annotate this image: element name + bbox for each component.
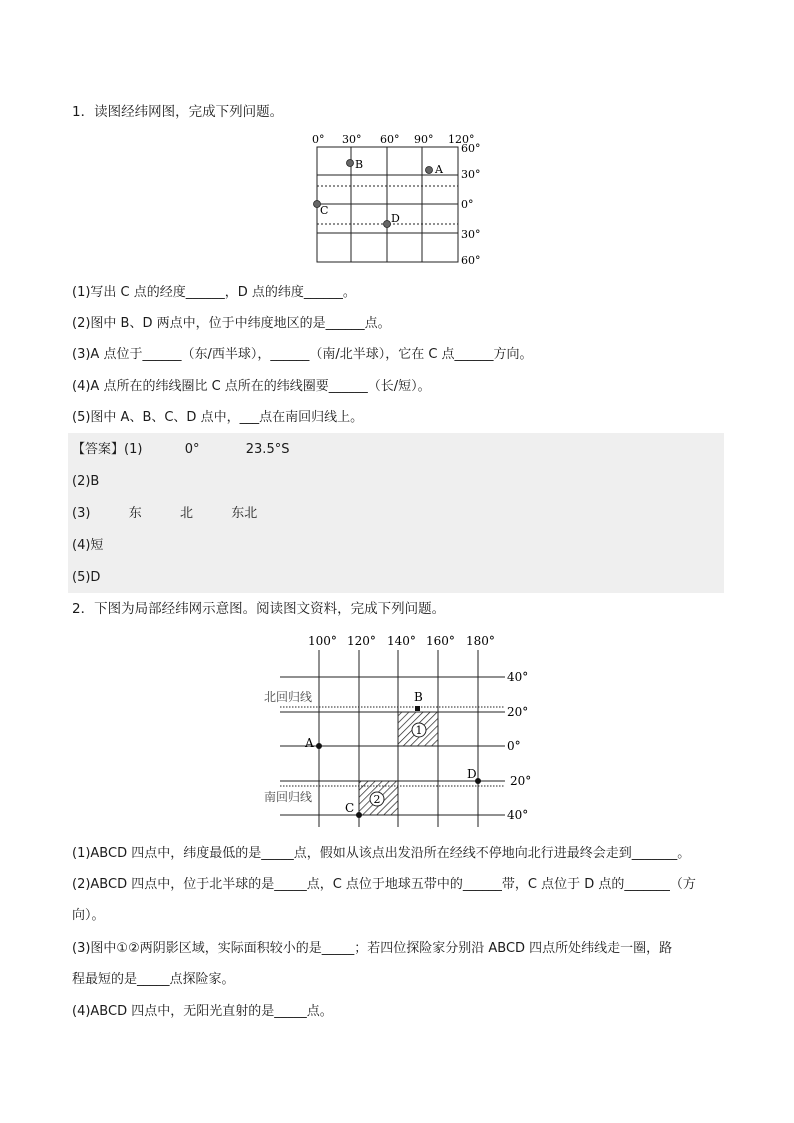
q2-lon-label: 180° xyxy=(466,634,495,648)
q2-sub-3-cont: 程最短的是_____点探险家。 xyxy=(72,972,235,987)
q2-point-d-label: D xyxy=(467,767,477,781)
answer-3-2: 北 xyxy=(180,506,194,521)
q1-point-c-label: C xyxy=(320,204,329,217)
q1-point-d-label: D xyxy=(391,212,400,225)
q2-lat-label: 40° xyxy=(507,808,529,822)
q1-lon-label: 0° xyxy=(312,133,325,146)
q1-sub-3: (3)A 点位于______（东/西半球），______（南/北半球），它在 C 点______方向。 xyxy=(72,347,533,362)
q2-tropic-south-label: 南回归线 xyxy=(264,790,313,804)
q2-point-b-label: B xyxy=(414,690,423,704)
q1-lon-label: 120° xyxy=(448,133,475,146)
q2-lon-label: 160° xyxy=(426,634,455,648)
q1-sub-2: (2)图中 B、D 两点中，位于中纬度地区的是______点。 xyxy=(72,316,391,331)
q2-sub-2: (2)ABCD 四点中，位于北半球的是_____点，C 点位于地球五带中的______带，C 点位于 D 点的_______（方 xyxy=(72,877,696,892)
question-1-title: 1．读图经纬网图，完成下列问题。 xyxy=(72,104,284,120)
q1-lat-label: 60° xyxy=(461,142,481,155)
q1-point-b-label: B xyxy=(355,158,364,171)
q1-lat-label: 60° xyxy=(461,254,481,267)
q2-lat-label: 40° xyxy=(507,670,529,684)
q2-sub-4: (4)ABCD 四点中，无阳光直射的是_____点。 xyxy=(72,1004,333,1019)
q2-lon-label: 120° xyxy=(347,634,376,648)
answer-line-1 xyxy=(72,442,289,458)
q2-point-a-label: A xyxy=(305,736,314,750)
q2-region-2-label: 2 xyxy=(373,793,381,806)
q1-point-a-label: A xyxy=(435,163,443,176)
q1-point-b xyxy=(347,160,354,167)
answer-line-4: (4)短 xyxy=(72,538,104,553)
answer-3-1: 东 xyxy=(128,506,142,521)
q2-lat-label: 0° xyxy=(507,739,521,753)
answer-3-3: 东北 xyxy=(231,506,258,521)
answer-line-3 xyxy=(72,506,257,522)
q2-point-a xyxy=(316,743,322,749)
answer-3-label: (3) xyxy=(72,506,91,521)
answer-label: 【答案】(1) xyxy=(72,442,143,457)
q2-latlon-grid-figure xyxy=(250,630,540,830)
q1-sub-1: (1)写出 C 点的经度______，D 点的纬度______。 xyxy=(72,285,356,300)
q1-lat-label: 0° xyxy=(461,198,474,211)
q2-lon-label: 140° xyxy=(387,634,416,648)
answer-line-2: (2)B xyxy=(72,474,100,489)
q1-lon-label: 30° xyxy=(342,133,362,146)
q1-latlon-grid-figure xyxy=(300,130,500,270)
q2-lat-label: 20° xyxy=(510,774,532,788)
q2-tropic-north-label: 北回归线 xyxy=(264,690,313,704)
q1-point-d xyxy=(384,221,391,228)
q1-lon-label: 60° xyxy=(380,133,400,146)
q2-region-1-label: 1 xyxy=(415,724,423,737)
q2-point-c-label: C xyxy=(345,801,355,815)
q1-sub-4: (4)A 点所在的纬线圈比 C 点所在的纬线圈要______（长/短）。 xyxy=(72,379,431,394)
answer-1-2: 23.5°S xyxy=(245,442,290,457)
q1-lon-label: 90° xyxy=(414,133,434,146)
q1-lat-label: 30° xyxy=(461,228,481,241)
q2-sub-3: (3)图中①②两阴影区域，实际面积较小的是_____；若四位探险家分别沿 ABCD 四点所处纬线走一圈，路 xyxy=(72,941,673,956)
q2-lat-label: 20° xyxy=(507,705,529,719)
answer-line-5: (5)D xyxy=(72,570,101,585)
answer-1-1: 0° xyxy=(184,442,200,457)
q1-point-a xyxy=(426,167,433,174)
q2-sub-1: (1)ABCD 四点中，纬度最低的是_____点，假如从该点出发沿所在经线不停地向北行进最终会走到_______。 xyxy=(72,846,691,861)
q2-sub-2-cont: 向）。 xyxy=(72,908,105,923)
q1-sub-5: (5)图中 A、B、C、D 点中，___点在南回归线上。 xyxy=(72,410,364,425)
q1-lat-label: 30° xyxy=(461,168,481,181)
q2-lon-label: 100° xyxy=(308,634,337,648)
question-2-title: 2．下图为局部经纬网示意图。阅读图文资料，完成下列问题。 xyxy=(72,601,446,617)
q2-point-b xyxy=(415,706,420,711)
q2-point-c xyxy=(356,812,362,818)
